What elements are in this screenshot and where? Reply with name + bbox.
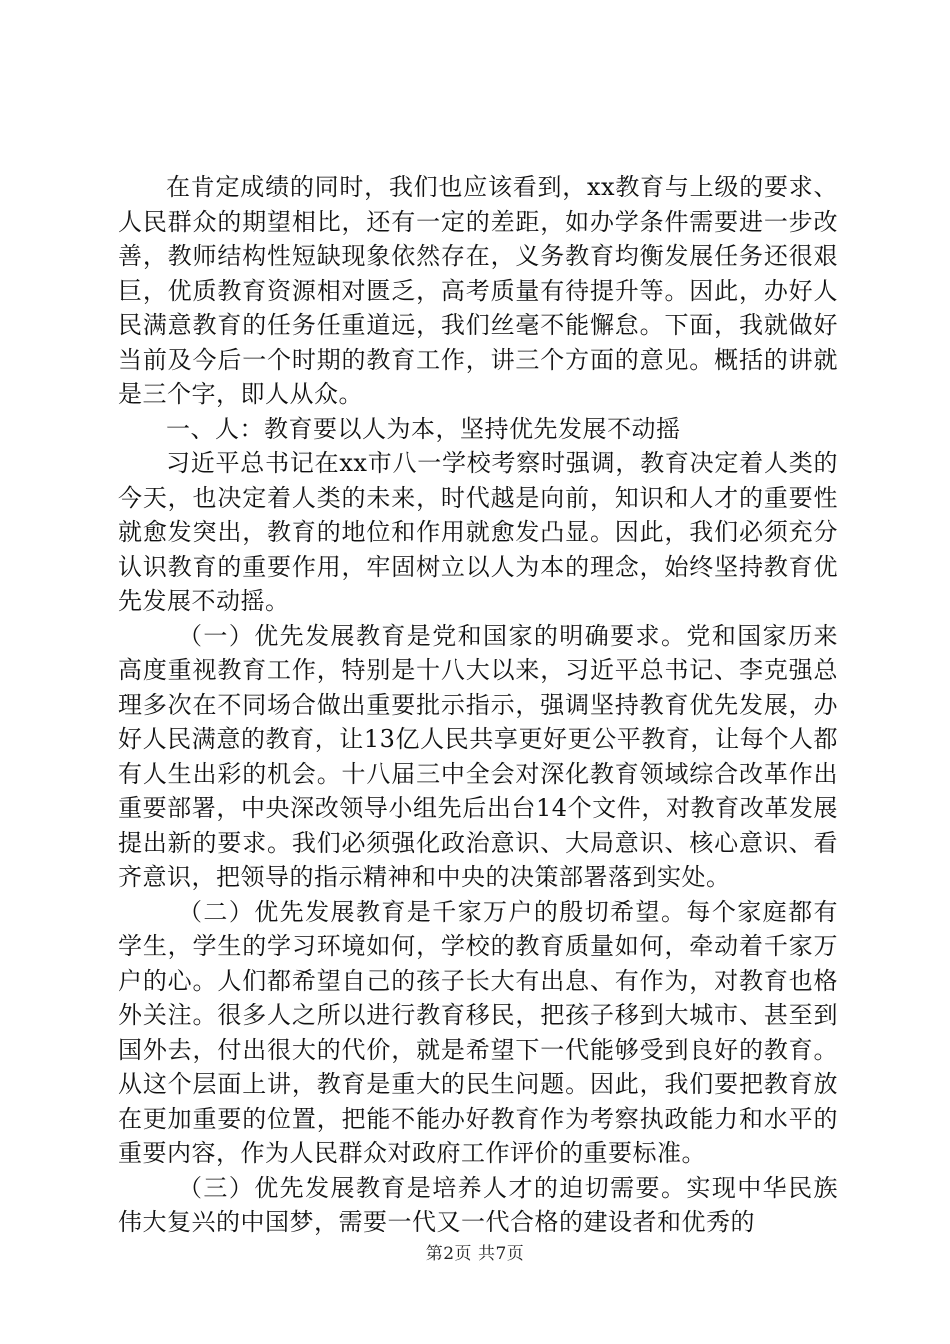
paragraph-point-1: （一）优先发展教育是党和国家的明确要求。党和国家历来高度重视教育工作，特别是十八大以来，习近平总书记、李克强总理多次在不同场合做出重要批示指示，强调坚持教育优先发展，办好人民满意的教育，让13亿人民共享更好更公平教育，让每个人都有人生出彩的机会。十八届三中全会对深化教育领域综合改革作出重要部署，中央深改领导小组先后出台14个文件，对教育改革发展提出新的要求。我们必须强化政治意识、大局意识、核心意识、看齐意识，把领导的指示精神和中央的决策部署落到实处。 bbox=[118, 621, 838, 891]
page-number-footer: 第2页 共7页 bbox=[425, 1244, 525, 1264]
paragraph-intro: 在肯定成绩的同时，我们也应该看到，xx教育与上级的要求、人民群众的期望相比，还有一定的差距，如办学条件需要进一步改善，教师结构性短缺现象依然存在，义务教育均衡发展任务还很艰巨，优质教育资源相对匮乏，高考质量有待提升等。因此，办好人民满意教育的任务任重道远，我们丝毫不能懈怠。下面，我就做好当前及今后一个时期的教育工作，讲三个方面的意见。概括的讲就是三个字，即人从众。 bbox=[118, 173, 838, 408]
paragraph-point-2: （二）优先发展教育是千家万户的殷切希望。每个家庭都有学生，学生的学习环境如何，学校的教育质量如何，牵动着千家万户的心。人们都希望自己的孩子长大有出息、有作为，对教育也格外关注。很多人之所以进行教育移民，把孩子移到大城市、甚至到国外去，付出很大的代价，就是希望下一代能够受到良好的教育。从这个层面上讲，教育是重大的民生问题。因此，我们要把教育放在更加重要的位置，把能不能办好教育作为考察执政能力和水平的重要内容，作为人民群众对政府工作评价的重要标准。 bbox=[118, 897, 838, 1167]
paragraph-point-3: （三）优先发展教育是培养人才的迫切需要。实现中华民族伟大复兴的中国梦，需要一代又一代合格的建设者和优秀的 bbox=[118, 1173, 838, 1236]
section-heading: 一、人：教育要以人为本，坚持优先发展不动摇 bbox=[166, 414, 681, 443]
document-body bbox=[118, 170, 838, 1240]
paragraph-xi-quote: 习近平总书记在xx市八一学校考察时强调，教育决定着人类的今天，也决定着人类的未来，时代越是向前，知识和人才的重要性就愈发突出，教育的地位和作用就愈发凸显。因此，我们必须充分认识教育的重要作用，牢固树立以人为本的理念，始终坚持教育优先发展不动摇。 bbox=[118, 449, 838, 615]
